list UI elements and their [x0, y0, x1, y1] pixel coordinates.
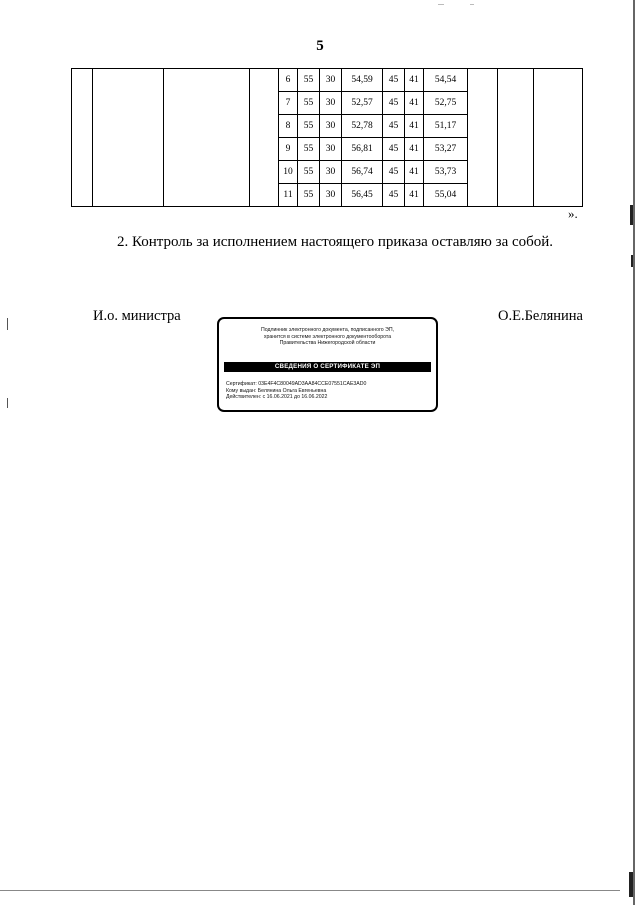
empty-cell [93, 69, 164, 92]
table-cell: 41 [405, 92, 424, 115]
closing-quote: ». [568, 206, 578, 221]
table-cell: 45 [383, 92, 405, 115]
empty-cell [93, 161, 164, 184]
table-cell: 55 [298, 69, 320, 92]
table-cell: 55 [298, 161, 320, 184]
table-row [72, 115, 583, 138]
table-row [72, 69, 583, 92]
scan-bottom-line [0, 890, 620, 891]
table-cell: 51,17 [424, 115, 468, 138]
table-cell: 55 [298, 184, 320, 207]
table-cell: 30 [320, 69, 342, 92]
empty-cell [250, 161, 279, 184]
empty-cell [72, 115, 93, 138]
scan-speck [7, 318, 8, 330]
empty-cell [250, 184, 279, 207]
empty-cell [164, 161, 250, 184]
signer-title: И.о. министра [93, 308, 181, 324]
table-body [72, 69, 583, 207]
empty-cell [498, 161, 534, 184]
stamp-heading [225, 327, 430, 347]
scan-speck [470, 4, 474, 5]
empty-cell [250, 115, 279, 138]
empty-cell [250, 138, 279, 161]
empty-cell [72, 161, 93, 184]
table-cell: 30 [320, 115, 342, 138]
signer-name: О.Е.Белянина [498, 308, 583, 324]
table-row [72, 92, 583, 115]
table-cell: 56,74 [342, 161, 383, 184]
table-cell: 6 [279, 69, 298, 92]
empty-cell [164, 69, 250, 92]
scan-speck [438, 4, 444, 5]
empty-cell [498, 138, 534, 161]
stamp-line-3: Правительства Нижегородской области [279, 340, 376, 347]
table-cell: 45 [383, 184, 405, 207]
data-table [71, 68, 583, 207]
empty-cell [250, 69, 279, 92]
empty-cell [534, 138, 583, 161]
table-cell: 8 [279, 115, 298, 138]
scan-edge-mark [630, 205, 633, 225]
stamp-issued-to: Кому выдан: Белянина Ольга Евгеньевна [226, 387, 327, 394]
table-cell: 30 [320, 138, 342, 161]
table-cell: 30 [320, 184, 342, 207]
empty-cell [93, 115, 164, 138]
table-row [72, 184, 583, 207]
page-number: 5 [316, 38, 324, 54]
empty-cell [498, 92, 534, 115]
table-cell: 30 [320, 92, 342, 115]
table-cell: 52,57 [342, 92, 383, 115]
table-cell: 41 [405, 115, 424, 138]
empty-cell [498, 184, 534, 207]
table-cell: 41 [405, 138, 424, 161]
scan-edge-line [633, 0, 635, 905]
empty-cell [468, 92, 498, 115]
empty-cell [72, 184, 93, 207]
empty-cell [250, 92, 279, 115]
empty-cell [93, 92, 164, 115]
scan-edge-mark [631, 255, 633, 267]
table-cell: 53,73 [424, 161, 468, 184]
table-cell: 52,78 [342, 115, 383, 138]
empty-cell [164, 184, 250, 207]
empty-cell [468, 184, 498, 207]
table-cell: 52,75 [424, 92, 468, 115]
table-cell: 55 [298, 115, 320, 138]
table-cell: 9 [279, 138, 298, 161]
empty-cell [498, 69, 534, 92]
empty-cell [468, 138, 498, 161]
empty-cell [93, 184, 164, 207]
empty-cell [468, 115, 498, 138]
empty-cell [164, 115, 250, 138]
stamp-validity: Действителен: с 16.06.2021 до 16.06.2022 [226, 394, 328, 401]
table-cell: 30 [320, 161, 342, 184]
empty-cell [72, 92, 93, 115]
scan-speck [7, 398, 8, 408]
table-cell: 56,81 [342, 138, 383, 161]
empty-cell [534, 184, 583, 207]
stamp-line-1: Подлинник электронного документа, подписанного ЭП, [260, 327, 394, 333]
scan-edge-mark [629, 872, 633, 897]
empty-cell [468, 161, 498, 184]
table-cell: 10 [279, 161, 298, 184]
table-cell: 41 [405, 69, 424, 92]
table-cell: 45 [383, 138, 405, 161]
stamp-certificate-header: СВЕДЕНИЯ О СЕРТИФИКАТЕ ЭП [224, 362, 431, 372]
table-cell: 41 [405, 184, 424, 207]
table-cell: 54,59 [342, 69, 383, 92]
empty-cell [498, 115, 534, 138]
table-cell: 11 [279, 184, 298, 207]
empty-cell [93, 138, 164, 161]
table-row [72, 161, 583, 184]
empty-cell [164, 92, 250, 115]
table-cell: 56,45 [342, 184, 383, 207]
stamp-line-2: хранится в системе электронного документооборота [263, 333, 392, 340]
electronic-signature-stamp [217, 317, 438, 412]
empty-cell [164, 138, 250, 161]
empty-cell [468, 69, 498, 92]
table-row [72, 138, 583, 161]
control-paragraph: 2. Контроль за исполнением настоящего приказа оставляю за собой. [116, 234, 554, 250]
table-cell: 45 [383, 115, 405, 138]
empty-cell [534, 69, 583, 92]
table-cell: 41 [405, 161, 424, 184]
table-cell: 53,27 [424, 138, 468, 161]
stamp-details [226, 381, 431, 401]
empty-cell [72, 138, 93, 161]
table-cell: 55 [298, 138, 320, 161]
table-cell: 55 [298, 92, 320, 115]
empty-cell [72, 69, 93, 92]
table-cell: 54,54 [424, 69, 468, 92]
table-cell: 7 [279, 92, 298, 115]
table-cell: 55,04 [424, 184, 468, 207]
empty-cell [534, 92, 583, 115]
stamp-certificate: Сертификат: 03E4F4C80049AD3AA84CCE07551CAE3AD0 [226, 381, 367, 387]
table-cell: 45 [383, 69, 405, 92]
empty-cell [534, 161, 583, 184]
empty-cell [534, 115, 583, 138]
table-cell: 45 [383, 161, 405, 184]
